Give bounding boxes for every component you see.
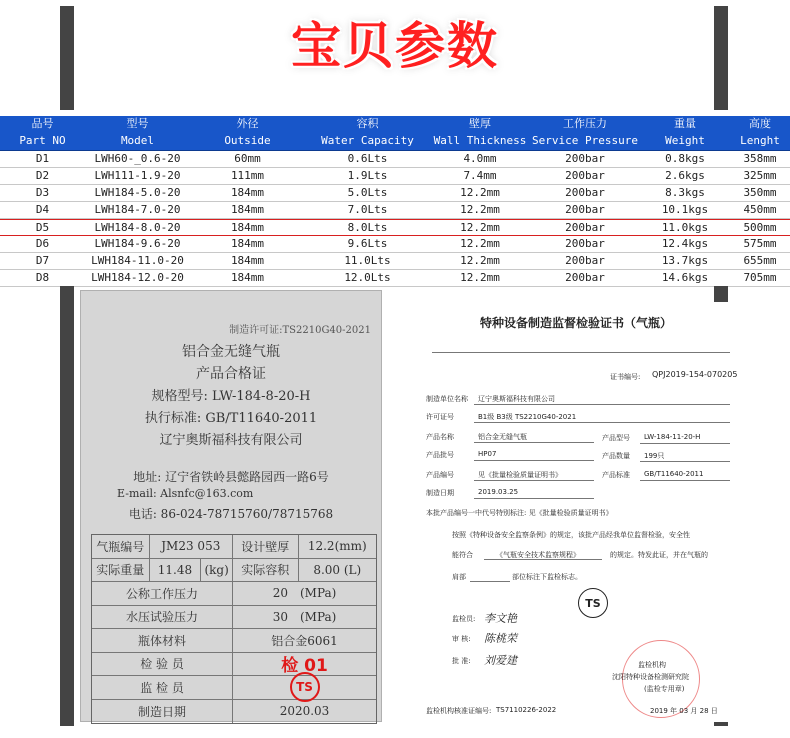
table-cell: 12.4kgs — [661, 237, 709, 250]
test-pressure-unit: (MPa) — [299, 609, 337, 624]
table-cell: D7 — [35, 254, 50, 267]
table-cell: 575mm — [743, 237, 777, 250]
header-cn-cell: 工作压力 — [563, 117, 607, 130]
table-cell: 2.6kgs — [665, 169, 705, 182]
date-label: 制造日期 — [426, 489, 454, 497]
org-seal-text: (监检专用章) — [644, 685, 685, 693]
header-cn-cell: 高度 — [749, 117, 771, 130]
table-cell: D1 — [35, 152, 50, 165]
table-cell: 12.2mm — [460, 203, 500, 216]
footer-label: 监检机构核准证编号: — [426, 707, 492, 715]
grid-row — [92, 676, 376, 700]
table-cell: 11.0Lts — [344, 254, 391, 267]
table-cell: LWH184-9.6-20 — [94, 237, 181, 250]
supervisor-cell — [233, 676, 376, 699]
grid-row — [92, 559, 376, 583]
material-label: 瓶体材料 — [92, 629, 233, 652]
spec-rows — [0, 151, 790, 287]
body-line-3-end: 部位标注下监检标志。 — [512, 573, 582, 581]
table-cell: 450mm — [743, 203, 777, 216]
header-cn-cell: 重量 — [674, 117, 696, 130]
wall-value: 12.2(mm) — [307, 539, 367, 554]
table-cell: 184mm — [230, 203, 265, 216]
table-cell: 184mm — [230, 271, 265, 284]
volume-label: 实际容积 — [233, 559, 299, 582]
grid-row — [92, 535, 376, 559]
qty: 199只 — [644, 452, 665, 460]
table-row — [0, 219, 790, 236]
volume-value: 8.00 (L) — [313, 562, 362, 577]
table-cell: 4.0mm — [463, 152, 497, 165]
body-line-2-end: 的规定。特发此证，并在气瓶的 — [610, 551, 708, 559]
spec-model: 规格型号: LW-184-8-20-H — [151, 389, 311, 404]
header-en-cell: Service Pressure — [532, 134, 638, 147]
table-cell: 200bar — [565, 221, 605, 234]
model-label: 产品型号 — [602, 434, 630, 442]
table-cell: 12.2mm — [460, 186, 500, 199]
cyl-no-label: 气瓶编号 — [92, 535, 150, 558]
body3-underline — [470, 581, 510, 582]
weight-label: 实际重量 — [92, 559, 150, 582]
date-value: 2020.03 — [279, 704, 330, 719]
table-cell: 200bar — [565, 152, 605, 165]
table-cell: 184mm — [230, 237, 265, 250]
date-underline — [474, 498, 594, 499]
email-text: E-mail: Alsnfc@163.com — [117, 487, 254, 500]
table-cell: 1.9Lts — [347, 169, 388, 182]
table-cell: 111mm — [230, 169, 265, 182]
standard-label: 产品标准 — [602, 471, 630, 479]
ts-stamp-icon: TS — [290, 672, 320, 702]
table-cell: D8 — [35, 271, 50, 284]
table-cell: LWH184-5.0-20 — [94, 186, 181, 199]
wall-label: 设计壁厚 — [233, 535, 299, 558]
table-cell: 0.6Lts — [347, 152, 388, 165]
license-text: 制造许可证:TS2210G40-2021 — [229, 325, 371, 336]
weight-value: 11.48 — [150, 559, 202, 582]
header-en-cell: Wall Thickness — [433, 134, 527, 147]
table-cell: 8.3kgs — [665, 186, 705, 199]
maker-label: 制造单位名称 — [426, 395, 468, 403]
table-cell: 358mm — [743, 152, 777, 165]
table-cell: 12.2mm — [460, 271, 500, 284]
body-fill-underline — [484, 559, 602, 560]
table-cell: LWH184-8.0-20 — [94, 221, 181, 234]
number: 见《批量检验质量证明书》 — [478, 471, 562, 479]
table-cell: 200bar — [565, 271, 605, 284]
product-label: 产品名称 — [426, 433, 454, 441]
table-cell: D6 — [35, 237, 50, 250]
material-value: 铝合金6061 — [271, 633, 338, 648]
header-cn-cell: 容积 — [356, 117, 379, 130]
maker-underline — [474, 404, 730, 405]
table-row — [0, 253, 790, 270]
model: LW-184-11-20-H — [644, 433, 701, 441]
product-underline — [474, 442, 594, 443]
table-row — [0, 151, 790, 168]
table-cell: 12.2mm — [460, 237, 500, 250]
table-cell: 325mm — [743, 169, 777, 182]
grid-row — [92, 606, 376, 630]
table-cell: LWH60-_0.6-20 — [94, 152, 181, 165]
license-label: 许可证号 — [426, 413, 454, 421]
plate-grid — [91, 534, 377, 724]
product-name: 铝合金无缝气瓶 — [182, 344, 280, 360]
table-row — [0, 168, 790, 185]
header-row-en — [0, 133, 790, 151]
sign1-label: 监检员: — [452, 615, 476, 623]
company-name: 辽宁奥斯福科技有限公司 — [159, 433, 303, 448]
spec-table — [0, 116, 790, 287]
sign1: 李文艳 — [484, 612, 517, 625]
table-row — [0, 202, 790, 219]
table-cell: 500mm — [743, 221, 777, 234]
table-cell: LWH184-11.0-20 — [91, 254, 184, 267]
test-pressure-label: 水压试验压力 — [92, 606, 233, 629]
body-line-2-fill: 《气瓶安全技术监察规程》 — [496, 551, 580, 559]
table-cell: D2 — [35, 169, 50, 182]
body-line-2: 能符合 — [452, 551, 473, 559]
work-pressure-label: 公称工作压力 — [92, 582, 233, 605]
table-cell: 184mm — [230, 186, 265, 199]
table-cell: D5 — [35, 221, 50, 234]
test-pressure-cell — [233, 606, 376, 629]
weight-unit: (kg) — [201, 559, 233, 582]
table-cell: 60mm — [234, 152, 261, 165]
test-pressure-value: 30 — [272, 609, 288, 624]
ts-mark-icon: TS — [578, 588, 608, 618]
table-cell: 12.0Lts — [344, 271, 391, 284]
license: B1级 B3级 TS2210G40-2021 — [478, 413, 577, 421]
body-line-3: 肩部 — [452, 573, 466, 581]
inspector-stamp: 检 01 — [281, 656, 328, 677]
table-cell: 200bar — [565, 254, 605, 267]
work-pressure-cell — [233, 582, 376, 605]
table-cell: LWH111-1.9-20 — [94, 169, 181, 182]
org-name: 沈阳特种设备检测研究院 — [612, 673, 689, 681]
table-cell: 11.0kgs — [661, 221, 709, 234]
date: 2019.03.25 — [478, 488, 519, 496]
title-underline — [432, 352, 730, 353]
table-cell: LWH184-12.0-20 — [91, 271, 184, 284]
header-cn-cell: 壁厚 — [469, 117, 491, 130]
batch-label: 产品批号 — [426, 451, 454, 459]
phone-text: 电话: 86-024-78715760/78715768 — [128, 507, 334, 521]
sign2: 陈桃荣 — [484, 632, 517, 645]
decor-bar-left-lower — [60, 286, 74, 726]
license-underline — [474, 422, 730, 423]
table-row — [0, 270, 790, 287]
cert-no-label: 证书编号: — [610, 373, 641, 381]
grid-row — [92, 700, 376, 724]
table-cell: 12.2mm — [460, 221, 500, 234]
table-cell: 9.6Lts — [347, 237, 388, 250]
work-pressure-value: 20 — [272, 586, 288, 601]
standard-text: 执行标准: GB/T11640-2011 — [144, 411, 318, 426]
note: 本批产品编号一中代号特别标注: 见《批量检验质量证明书》 — [426, 509, 613, 517]
footer-no: TS7110226-2022 — [496, 706, 557, 714]
inspector-label: 检 验 员 — [92, 653, 233, 676]
table-cell: 7.0Lts — [347, 203, 388, 216]
header-en-cell: Outside — [224, 134, 271, 147]
table-cell: 7.4mm — [463, 169, 497, 182]
maker: 辽宁奥斯福科技有限公司 — [478, 395, 555, 403]
sign3-label: 批 准: — [452, 657, 471, 665]
table-cell: D4 — [35, 203, 50, 216]
model-underline — [640, 443, 730, 444]
table-cell: 200bar — [565, 203, 605, 216]
doc-title: 特种设备制造监督检验证书（气瓶） — [479, 316, 672, 330]
cyl-no-value: JM23 053 — [150, 535, 233, 558]
header-en-cell: Weight — [665, 134, 705, 147]
table-cell: 10.1kgs — [661, 203, 709, 216]
table-row — [0, 236, 790, 253]
supervisor-label: 监 检 员 — [92, 676, 233, 699]
table-cell: 12.2mm — [460, 254, 500, 267]
number-label: 产品编号 — [426, 471, 454, 479]
header-en-cell: Part NO — [19, 134, 66, 147]
grid-row — [92, 582, 376, 606]
standard-underline — [640, 480, 730, 481]
footer-date: 2019 年 03 月 28 日 — [650, 707, 718, 715]
table-cell: 184mm — [230, 254, 265, 267]
header-en-cell: Water Capacity — [321, 134, 414, 147]
grid-row — [92, 629, 376, 653]
table-row — [0, 185, 790, 202]
address-text: 地址: 辽宁省铁岭县懿路园西一路6号 — [133, 470, 329, 484]
header-en-cell: Lenght — [740, 134, 780, 147]
qty-label: 产品数量 — [602, 452, 630, 460]
table-cell: 200bar — [565, 186, 605, 199]
product-certificate-plate — [80, 290, 382, 722]
table-cell: 14.6kgs — [661, 271, 709, 284]
table-cell: LWH184-7.0-20 — [94, 203, 181, 216]
table-cell: 0.8kgs — [665, 152, 705, 165]
batch-underline — [474, 460, 594, 461]
sign2-label: 审 核: — [452, 635, 471, 643]
table-cell: 200bar — [565, 237, 605, 250]
header-cn-cell: 品号 — [31, 117, 54, 130]
qty-underline — [640, 461, 730, 462]
header-cn-cell: 外径 — [236, 117, 259, 130]
header-en-cell: Model — [120, 134, 155, 147]
body-line-1: 按照《特种设备安全监察条例》的规定，该批产品经我单位监督检验，安全性 — [452, 531, 690, 539]
cert-no: QPJ2019-154-070205 — [652, 370, 738, 379]
table-cell: 13.7kgs — [661, 254, 709, 267]
number-underline — [474, 480, 594, 481]
work-pressure-unit: (MPa) — [299, 586, 337, 601]
header-row-cn — [0, 116, 790, 133]
cert-title: 产品合格证 — [196, 366, 266, 382]
date-label: 制造日期 — [92, 700, 233, 724]
banner-title: 宝贝参数 — [291, 17, 499, 75]
standard: GB/T11640-2011 — [644, 470, 704, 478]
table-cell: 200bar — [565, 169, 605, 182]
grid-row — [92, 653, 376, 677]
header-cn-cell: 型号 — [126, 117, 149, 130]
table-cell: 8.0Lts — [347, 221, 388, 234]
org-label: 监检机构 — [638, 661, 666, 669]
table-cell: 5.0Lts — [347, 186, 388, 199]
table-cell: 184mm — [230, 221, 265, 234]
table-cell: 350mm — [743, 186, 777, 199]
table-cell: 655mm — [743, 254, 777, 267]
batch: HP07 — [478, 450, 497, 458]
sign3: 刘爱建 — [484, 654, 517, 667]
table-cell: D3 — [35, 186, 50, 199]
inspection-certificate — [412, 302, 740, 722]
product: 铝合金无缝气瓶 — [478, 433, 527, 441]
table-cell: 705mm — [743, 271, 777, 284]
